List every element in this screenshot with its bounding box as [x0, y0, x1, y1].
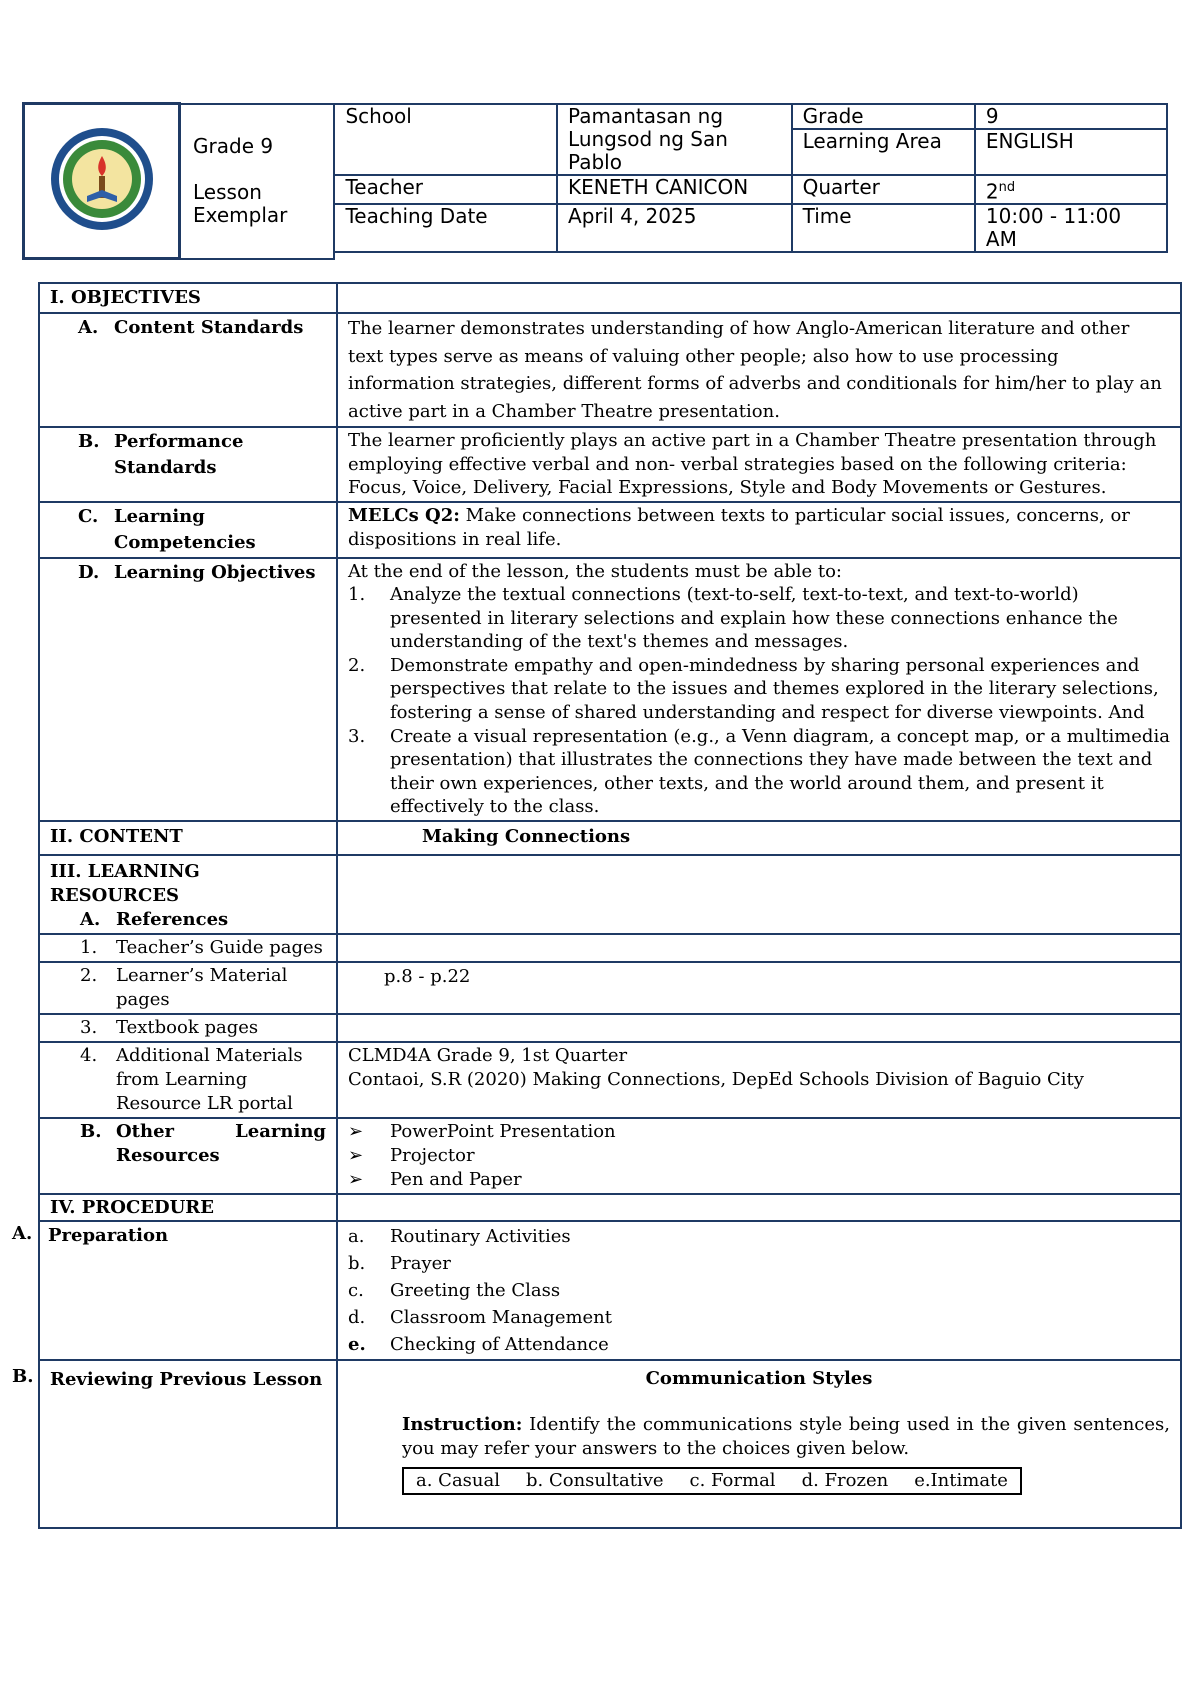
choices-box: [402, 1467, 1022, 1495]
references-letter: A.: [80, 909, 101, 931]
review-title: Communication Styles: [645, 1368, 873, 1390]
list-item: ➢ Pen and Paper: [348, 1169, 522, 1191]
school-label: School: [334, 104, 557, 175]
list-item: 1. Analyze the textual connections (text-to-self, text-to-text, and text-to-world) presented in literary selections and explain how these connections enhance the understanding of the text's themes and messages.: [348, 584, 1118, 653]
learning-objectives-label: Learning Objectives: [114, 561, 316, 583]
list-item: ➢ Projector: [348, 1145, 475, 1167]
school-logo-cell: [24, 104, 180, 259]
quarter-number: 2: [985, 179, 999, 204]
performance-standards-letter: B.: [78, 431, 100, 452]
performance-standards-label: Performance Standards: [114, 431, 244, 478]
list-item: e. Checking of Attendance: [348, 1334, 609, 1356]
time-value: 10:00 - 11:00 AM: [975, 204, 1167, 252]
instruction-block: [348, 1413, 1170, 1461]
list-item: 3. Create a visual representation (e.g., a Venn diagram, a concept map, or a multimedia presentation) that illustrates the connections they have made between the text and their own experiences, other texts, and the world around them, and present it effectively to the class.: [348, 725, 1170, 818]
other-resources-label-word2: Learning: [235, 1121, 326, 1143]
teacher-value: KENETH CANICON: [557, 175, 792, 205]
content-value: Making Connections: [337, 821, 1181, 855]
title-exemplar: Exemplar: [193, 203, 288, 227]
content-standards-label: Content Standards: [114, 317, 304, 338]
references-label: References: [116, 909, 229, 931]
arrow-bullet-icon: ➢: [348, 1121, 364, 1143]
performance-standards-text: The learner proficiently plays an active part in a Chamber Theatre presentation through employing effective verbal and non- verbal strategies based on the following criteria: Focus, Voice, Delivery, Facial Expressions, Style and Body Movements or Gestures.: [337, 427, 1181, 502]
choice-casual: a. Casual: [416, 1470, 500, 1492]
grade-label: Grade: [792, 104, 975, 129]
lesson-title-cell: [180, 104, 335, 259]
school-value: Pamantasan ng Lungsod ng San Pablo: [557, 104, 792, 175]
arrow-bullet-icon: ➢: [348, 1169, 364, 1191]
title-lesson: Lesson: [193, 180, 262, 204]
review-letter: B.: [12, 1366, 34, 1388]
learning-objectives-list: [348, 583, 1170, 819]
textbook-pages-value: [337, 1014, 1181, 1042]
learners-material-value: p.8 - p.22: [337, 962, 1181, 1014]
choice-consultative: b. Consultative: [526, 1470, 664, 1492]
list-item: d. Classroom Management: [348, 1307, 613, 1329]
list-item: a. Routinary Activities: [348, 1226, 571, 1248]
teachers-guide-value: [337, 934, 1181, 962]
instruction-label: Instruction:: [402, 1414, 523, 1436]
other-resources-letter: B.: [80, 1121, 102, 1143]
learning-objectives-intro: At the end of the lesson, the students must be able to:: [348, 560, 842, 582]
learning-area-value: ENGLISH: [975, 129, 1167, 175]
objectives-heading: I. OBJECTIVES: [39, 283, 337, 313]
additional-materials-line1: CLMD4A Grade 9, 1st Quarter: [348, 1045, 628, 1067]
instruction-text: Identify the communications style being used in the given sentences, you may refer your answers to the choices given below.: [402, 1414, 1170, 1460]
header-table: [22, 102, 1168, 260]
teacher-label: Teacher: [334, 175, 557, 205]
learners-material-label: Learner’s Material pages: [116, 965, 288, 1011]
other-resources-label-line2: Resources: [116, 1145, 220, 1167]
date-label: Teaching Date: [334, 204, 557, 252]
competencies-cell: [337, 502, 1181, 558]
learning-objectives-letter: D.: [78, 561, 100, 583]
competencies-melc-label: MELCs Q2:: [348, 504, 460, 526]
other-resources-label-word1: Other: [116, 1121, 175, 1143]
grade-value: 9: [975, 104, 1167, 129]
choice-intimate: e.Intimate: [914, 1470, 1008, 1492]
school-seal-icon: [49, 126, 155, 232]
quarter-value: [975, 175, 1167, 205]
learning-objectives-cell: [337, 558, 1181, 822]
list-item: b. Prayer: [348, 1253, 451, 1275]
preparation-letter: A.: [12, 1223, 33, 1245]
title-grade: Grade 9: [193, 134, 274, 158]
additional-materials-line2: Contaoi, S.R (2020) Making Connections, DepEd Schools Division of Baguio City: [348, 1069, 1084, 1091]
list-item: ➢ PowerPoint Presentation: [348, 1121, 616, 1143]
content-heading: II. CONTENT: [39, 821, 337, 855]
learning-area-label: Learning Area: [792, 129, 975, 175]
quarter-label: Quarter: [792, 175, 975, 205]
competencies-letter: C.: [78, 505, 99, 527]
lesson-plan-table: I. OBJECTIVES A. Content Standards The learner demonstrates understanding of how Anglo-American literature and other text types serve as means of valuing other people; also how to use processing information strategies, different forms of adverbs and conditionals for him/her to play an active part in a Chamber Theatre presentation. B. Performance Standards The learner proficiently plays an active part in a Chamber Theatre presentation through employing effective verbal and non- verbal strategies based on the following criteria: Focus, Voice, Delivery, Facial Expressions, Style and Body Movements or Gestures. C. Learning Competencies MELCs Q2: Make connections between texts to particular social issues, concerns, or dispositions in real life. D. Learning Objectives At the end of the lesson, the students must be able to: 1. Analyze the textual connections (text-to-self, text-to-text, and text-to-world) presented in literary selections and explain how these connections enhance the understanding of the text's themes and messages. 2. Demonstrate empathy and open-mindedness by sharing personal experiences and perspectives that relate to the issues and themes explored in the literary selections, fostering a sense of shared understanding and respect for diverse viewpoints. And 3. Create a visual representation (e.g., a Venn diagram, a concept map, or a multimedia presentation) that illustrates the connections they have made between the text and their own experiences, other texts, and the world around them, and present it effectively to the class. II. CONTENT Making Connections III. LEARNING RESOURCES A. References 1. Teacher’s Guide pages 2. Learner’s Material pages p.8 - p.22 3. Textbook pages 4. Additional Materials from Learning Resource LR portal CLMD4A Grade 9, 1st Quarter Contaoi, S.R (2020) Making Connections, DepEd Schools Division of Baguio City B. Other Learning Resources ➢ PowerPoint Presentation ➢ Projector ➢ Pen and Paper IV. PROCEDURE Preparation a. Routinary Activities b. Prayer c. Greeting the Class d. Classroom Management e. Checking of Attendance Reviewing Previous Lesson Communication Styles Instruction: Identify the communications style being used in the given sentences, you may refer your answers to the choices given below. a. Casual b. Consultative c. Formal d. Frozen e.Intimate: [38, 282, 1182, 1529]
competencies-label: Learning Competencies: [114, 505, 256, 553]
content-standards-text: The learner demonstrates understanding of how Anglo-American literature and other text types serve as means of valuing other people; also how to use processing information strategies, different forms of adverbs and conditionals for him/her to play an active part in a Chamber Theatre presentation.: [337, 313, 1181, 427]
textbook-pages-label: Textbook pages: [116, 1017, 259, 1039]
quarter-suffix: nd: [998, 179, 1016, 195]
arrow-bullet-icon: ➢: [348, 1145, 364, 1167]
review-label: Reviewing Previous Lesson: [39, 1360, 337, 1528]
choice-frozen: d. Frozen: [801, 1470, 889, 1492]
choice-formal: c. Formal: [689, 1470, 776, 1492]
list-item: c. Greeting the Class: [348, 1280, 561, 1302]
content-standards-letter: A.: [78, 317, 99, 338]
additional-materials-label: Additional Materials from Learning Resource LR portal: [116, 1045, 303, 1115]
list-item: 2. Demonstrate empathy and open-mindedness by sharing personal experiences and perspectives that relate to the issues and themes explored in the literary selections, fostering a sense of shared understanding and respect for diverse viewpoints. And: [348, 654, 1159, 724]
teachers-guide-label: Teacher’s Guide pages: [116, 937, 323, 959]
preparation-label: Preparation: [39, 1221, 337, 1360]
date-value: April 4, 2025: [557, 204, 792, 252]
competencies-text: Make connections between texts to particular social issues, concerns, or dispositions in real life.: [348, 504, 1130, 550]
procedure-heading: IV. PROCEDURE: [39, 1194, 337, 1221]
time-label: Time: [792, 204, 975, 252]
resources-heading: III. LEARNING RESOURCES: [50, 861, 200, 907]
